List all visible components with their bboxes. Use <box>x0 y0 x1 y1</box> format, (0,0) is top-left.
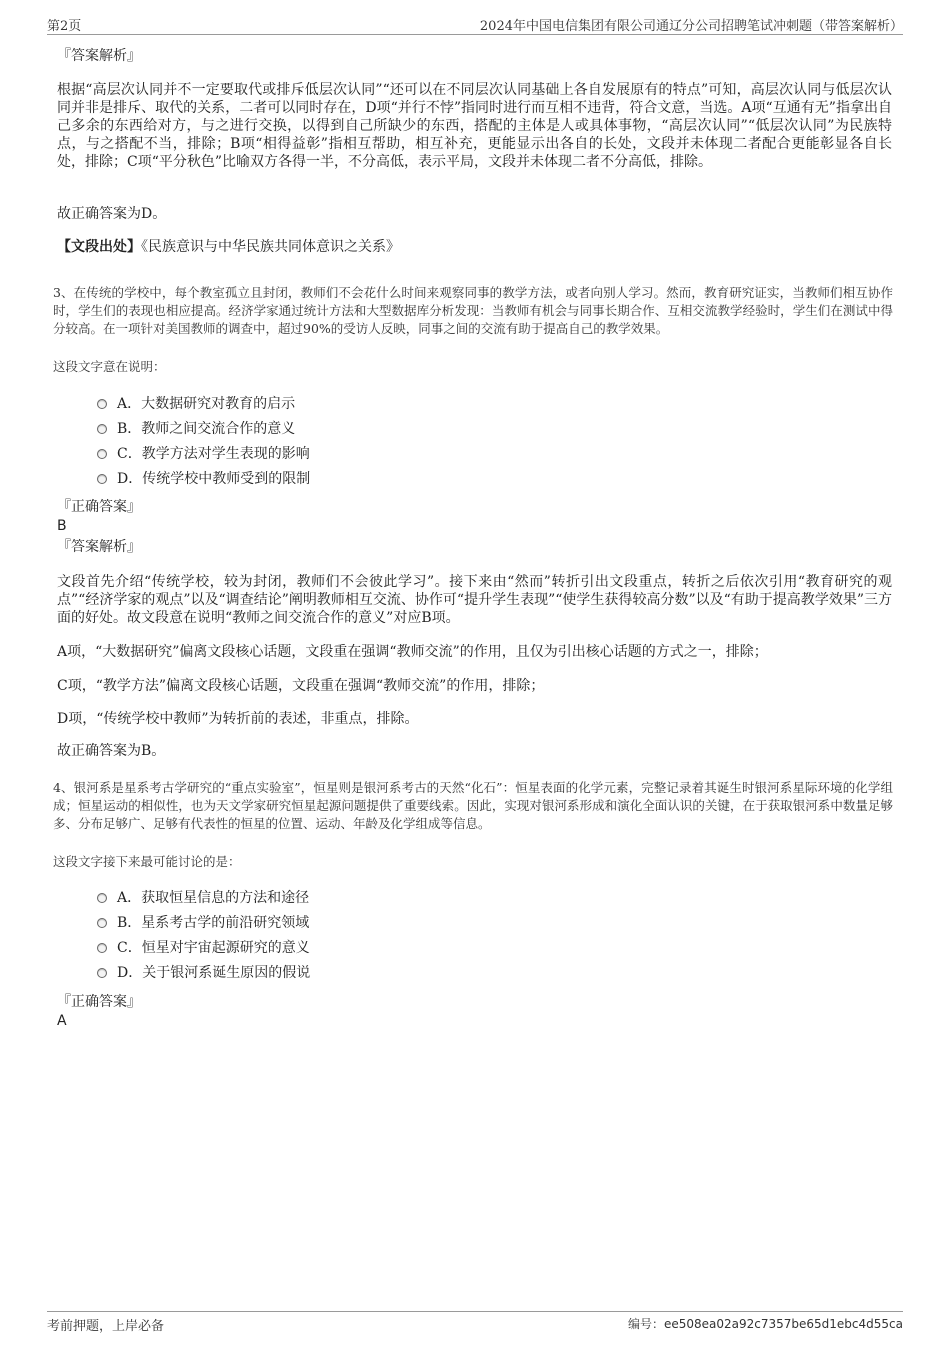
option-label: B．星系考古学的前沿研究领域 <box>117 914 310 931</box>
q3-option-a[interactable] <box>97 390 310 415</box>
option-label: C．恒星对宇宙起源研究的意义 <box>117 939 310 956</box>
q4-option-a[interactable] <box>97 884 310 909</box>
source-label: 【文段出处】 <box>57 239 141 255</box>
option-label: D．传统学校中教师受到的限制 <box>117 470 311 487</box>
option-label: A．大数据研究对教育的启示 <box>117 395 296 412</box>
option-label: A．获取恒星信息的方法和途径 <box>117 889 310 906</box>
analysis-text-1: 根据“高层次认同并不一定要取代或排斥低层次认同”“还可以在不同层次认同基础上各自发展原有的特点”可知，高层次认同与低层次认同并非是排斥、取代的关系，二者可以同时存在，D项“并行不悖”指同时进行而互相不违背，符合文意，当选。A项“互通有无”指拿出自己多余的东西给对方，与之进行交换，以得到自己所缺少的东西，搭配的主体是人或具体事物，“高层次认同”“低层次认同”为民族特点，与之搭配不当，排除；B项“相得益彰”指相互帮助，相互补充，更能显示出各自的长处，文段并未体现二者配合更能彰显各自长处，排除；C项“平分秋色”比喻双方各得一半，不分高低，表示平局，文段并未体现二者不分高低，排除。 <box>57 82 892 170</box>
option-label: B．教师之间交流合作的意义 <box>117 420 296 437</box>
q4-answer: A <box>57 1013 67 1029</box>
source-line <box>57 237 400 257</box>
conclusion-1: 故正确答案为D。 <box>57 206 167 222</box>
radio-icon[interactable] <box>97 968 107 978</box>
q3-option-d[interactable] <box>97 465 310 490</box>
radio-icon[interactable] <box>97 893 107 903</box>
q3-option-b[interactable] <box>97 415 310 440</box>
source-text: 《民族意识与中华民族共同体意识之关系》 <box>141 239 400 255</box>
document-title: 2024年中国电信集团有限公司通辽分公司招聘笔试冲刺题（带答案解析） <box>479 19 903 34</box>
radio-icon[interactable] <box>97 918 107 928</box>
q3-analysis-a: A项，“大数据研究”偏离文段核心话题，文段重在强调“教师交流”的作用，且仅为引出核心话题的方式之一，排除； <box>57 644 768 660</box>
q3-analysis-c: C项，“教学方法”偏离文段核心话题，文段重在强调“教师交流”的作用，排除； <box>57 678 545 694</box>
q3-option-c[interactable] <box>97 440 310 465</box>
q4-option-d[interactable] <box>97 959 310 984</box>
page-footer <box>47 1311 903 1334</box>
q3-answer: B <box>57 518 67 534</box>
analysis-heading-1: 『答案解析』 <box>57 48 141 64</box>
question-4-text: 4、银河系是星系考古学研究的“重点实验室”，恒星则是银河系考古的天然“化石”：恒星表面的化学元素，完整记录着其诞生时银河系星际环境的化学组成；恒星运动的相似性，也为天文学家研究恒星起源问题提供了重要线索。因此，实现对银河系形成和演化全面认识的关键，在于获取银河系中数量足够多、分布足够广、足够有代表性的恒星的位置、运动、年龄及化学组成等信息。 <box>53 780 893 831</box>
radio-icon[interactable] <box>97 399 107 409</box>
q3-analysis-text: 文段首先介绍“传统学校，较为封闭，教师们不会彼此学习”。接下来由“然而”转折引出文段重点，转折之后依次引用“教育研究的观点”“经济学家的观点”以及“调查结论”阐明教师相互交流、协作可“提升学生表现”“使学生获得较高分数”以及“有助于提高教学效果”三方面的好处。故文段意在说明“教师之间交流合作的意义”对应B项。 <box>57 574 892 626</box>
question-3-options <box>97 390 310 490</box>
document-id: 编号：ee508ea02a92c7357be65d1ebc4d55ca <box>627 1317 903 1331</box>
question-3-text: 3、在传统的学校中，每个教室孤立且封闭，教师们不会花什么时间来观察同事的教学方法，或者向别人学习。然而，教育研究证实，当教师们相互协作时，学生们的表现也相应提高。经济学家通过统计方法和大型数据库分析发现：当教师有机会与同事长期合作、互相交流教学经验时，学生们在测试中得分较高。在一项针对美国教师的调查中，超过90%的受访人反映，同事之间的交流有助于提高自己的教学效果。 <box>53 285 893 336</box>
q3-analysis-d: D项，“传统学校中教师”为转折前的表述，非重点，排除。 <box>57 711 419 727</box>
question-4-prompt: 这段文字接下来最可能讨论的是： <box>53 854 241 869</box>
q3-answer-heading: 『正确答案』 <box>57 499 141 515</box>
q3-conclusion: 故正确答案为B。 <box>57 743 166 759</box>
q4-option-b[interactable] <box>97 909 310 934</box>
page-header <box>47 12 903 35</box>
q3-analysis-heading: 『答案解析』 <box>57 539 141 555</box>
radio-icon[interactable] <box>97 943 107 953</box>
option-label: D．关于银河系诞生原因的假说 <box>117 964 311 981</box>
page-number: 第2页 <box>47 19 82 34</box>
radio-icon[interactable] <box>97 449 107 459</box>
footer-slogan: 考前押题，上岸必备 <box>47 1319 165 1334</box>
question-4-options <box>97 884 310 984</box>
q4-option-c[interactable] <box>97 934 310 959</box>
radio-icon[interactable] <box>97 424 107 434</box>
question-3-prompt: 这段文字意在说明： <box>53 359 166 374</box>
q4-answer-heading: 『正确答案』 <box>57 994 141 1010</box>
radio-icon[interactable] <box>97 474 107 484</box>
option-label: C．教学方法对学生表现的影响 <box>117 445 310 462</box>
